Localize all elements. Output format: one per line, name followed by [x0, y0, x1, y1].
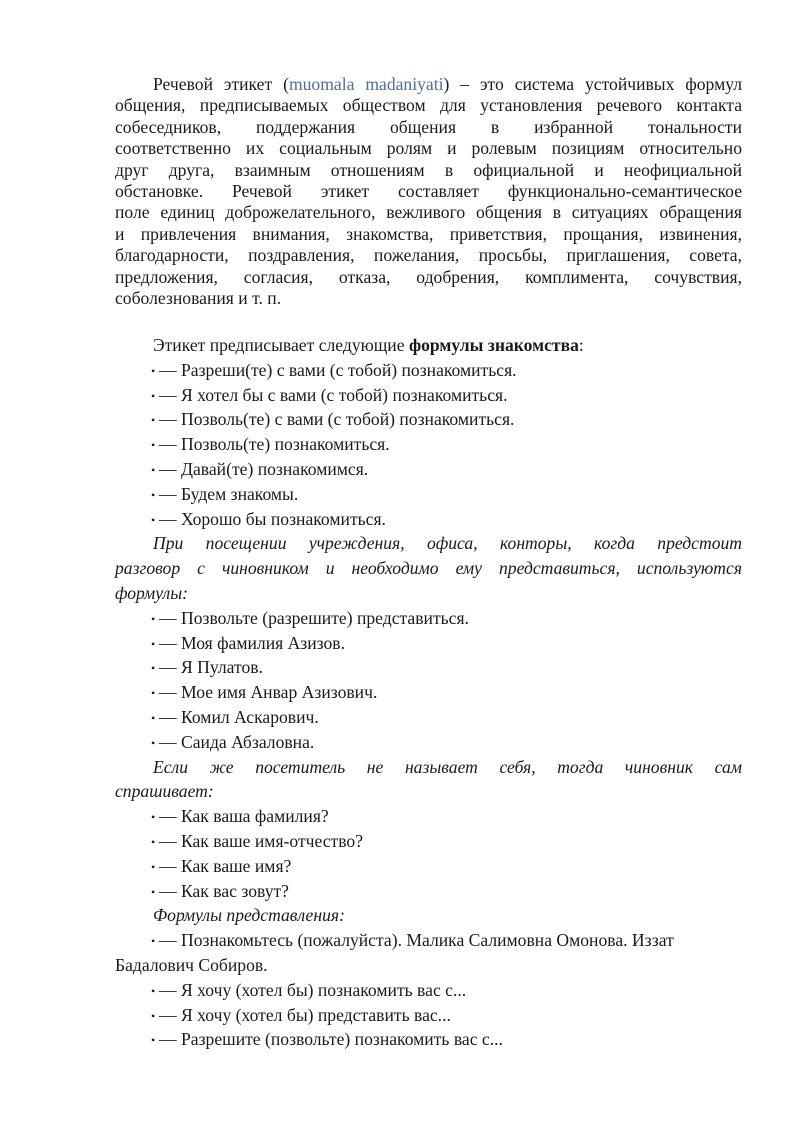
list-item-text: — Позволь(те) с вами (с тобой) познакомиться. — [159, 409, 515, 430]
bullet-icon: • — [151, 1033, 156, 1048]
list-item — [115, 928, 742, 953]
list-item — [115, 358, 742, 383]
list-item-text: — Как ваша фамилия? — [159, 806, 329, 827]
intro-line: благодарности, поздравления, пожелания, просьбы, приглашения, совета, — [115, 245, 742, 266]
intro-line: друг друга, взаимным отношениям в официальной и неофициальной — [115, 159, 742, 180]
list-item — [115, 730, 742, 755]
list-item — [115, 655, 742, 680]
official-asks-line: Если же посетитель не называет себя, тогда чиновник сам — [153, 756, 742, 777]
list-item — [115, 482, 742, 507]
list-item-text: — Давай(те) познакомимся. — [159, 458, 369, 479]
list-item — [115, 879, 742, 904]
institution-paragraph-line: При посещении учреждения, офиса, конторы, когда предстоит — [153, 533, 742, 554]
list-item — [115, 705, 742, 730]
list-item-text: — Позвольте (разрешите) представиться. — [159, 607, 469, 628]
intro-line: и привлечения внимания, знакомства, приветствия, прощания, извинения, — [115, 223, 742, 244]
list-item — [115, 1003, 742, 1028]
intro-line: общения, предписываемых обществом для установления речевого контакта — [115, 95, 742, 116]
list-item — [115, 631, 742, 656]
list-item — [115, 804, 742, 829]
intro-line: обстановке. Речевой этикет составляет функционально-семантическое — [115, 180, 742, 201]
uzbek-term: muomala madaniyati — [288, 74, 444, 94]
list-item — [115, 978, 742, 1003]
list-item — [115, 680, 742, 705]
list-item-text: — Как ваше имя? — [159, 855, 292, 876]
bullet-icon: • — [151, 934, 156, 949]
bullet-icon: • — [151, 710, 156, 725]
bullet-icon: • — [151, 884, 156, 899]
bullet-icon: • — [151, 636, 156, 651]
institution-paragraph-line: формулы: — [115, 582, 188, 603]
bullet-icon: • — [151, 512, 156, 527]
list-item — [115, 507, 742, 532]
list-item-continuation: Бадалович Собиров. — [115, 954, 268, 975]
list-item-text: — Мое имя Анвар Азизович. — [159, 682, 378, 703]
intro-line: предложения, согласия, отказа, одобрения, комплимента, сочувствия, — [115, 266, 742, 287]
bullet-icon: • — [151, 388, 156, 403]
list-item-text: — Я хотел бы с вами (с тобой) познакомиться. — [159, 384, 508, 405]
acquaintance-heading: формулы знакомства — [408, 335, 579, 355]
bullet-icon: • — [151, 810, 156, 825]
intro-paragraph — [115, 74, 742, 309]
list-item — [115, 407, 742, 432]
bullet-icon: • — [151, 611, 156, 626]
list-item — [115, 1027, 742, 1052]
intro-line: поле единиц доброжелательного, вежливого общения в ситуациях обращения — [115, 202, 742, 223]
list-item — [115, 606, 742, 631]
bullet-icon: • — [151, 438, 156, 453]
presentation-heading: Формулы представления: — [153, 905, 345, 926]
list-item-text: — Моя фамилия Азизов. — [159, 632, 346, 653]
bullet-icon: • — [151, 487, 156, 502]
bullet-icon: • — [151, 1008, 156, 1023]
intro-text: ) – это система устойчивых формул — [443, 74, 743, 94]
list-item — [115, 457, 742, 482]
lead-colon: : — [578, 335, 584, 355]
list-item — [115, 854, 742, 879]
acquaintance-lead — [115, 333, 742, 358]
intro-text: Речевой этикет ( — [153, 74, 289, 94]
bullet-icon: • — [151, 661, 156, 676]
list-item-text: — Саида Абзаловна. — [159, 731, 315, 752]
intro-line: собеседников, поддержания общения в избранной тональности — [115, 116, 742, 137]
list-item — [115, 383, 742, 408]
bullet-icon: • — [151, 686, 156, 701]
list-item-text: — Позволь(те) познакомиться. — [159, 434, 390, 455]
list-item-text: — Комил Аскарович. — [159, 706, 319, 727]
intro-line: соболезнования и т. п. — [115, 287, 282, 308]
list-item-text: — Будем знакомы. — [159, 483, 299, 504]
list-item-text: — Хорошо бы познакомиться. — [159, 508, 386, 529]
formulas-section — [115, 333, 742, 1052]
list-item-text: — Разреши(те) с вами (с тобой) познакомиться. — [159, 359, 517, 380]
list-item — [115, 432, 742, 457]
list-item-text: — Разрешите (позвольте) познакомить вас с... — [159, 1029, 503, 1050]
lead-text: Этикет предписывает следующие — [153, 335, 409, 355]
list-item-text: — Я хочу (хотел бы) представить вас... — [159, 1004, 451, 1025]
list-item-text: — Познакомьтесь (пожалуйста). Малика Салимовна Омонова. Иззат — [159, 930, 674, 951]
bullet-icon: • — [151, 413, 156, 428]
bullet-icon: • — [151, 983, 156, 998]
list-item-text: — Как ваше имя-отчество? — [159, 830, 364, 851]
list-item-text: — Как вас зовут? — [159, 880, 289, 901]
bullet-icon: • — [151, 859, 156, 874]
intro-line: соответственно их социальным ролям и ролевым позициям относительно — [115, 138, 742, 159]
bullet-icon: • — [151, 735, 156, 750]
bullet-icon: • — [151, 363, 156, 378]
official-asks-line: спрашивает: — [115, 781, 214, 802]
list-item-text: — Я хочу (хотел бы) познакомить вас с... — [159, 979, 467, 1000]
intro-line — [115, 74, 742, 95]
institution-paragraph-line: разговор с чиновником и необходимо ему представиться, используются — [115, 558, 742, 579]
list-item-text: — Я Пулатов. — [159, 657, 263, 678]
bullet-icon: • — [151, 462, 156, 477]
list-item — [115, 829, 742, 854]
bullet-icon: • — [151, 834, 156, 849]
